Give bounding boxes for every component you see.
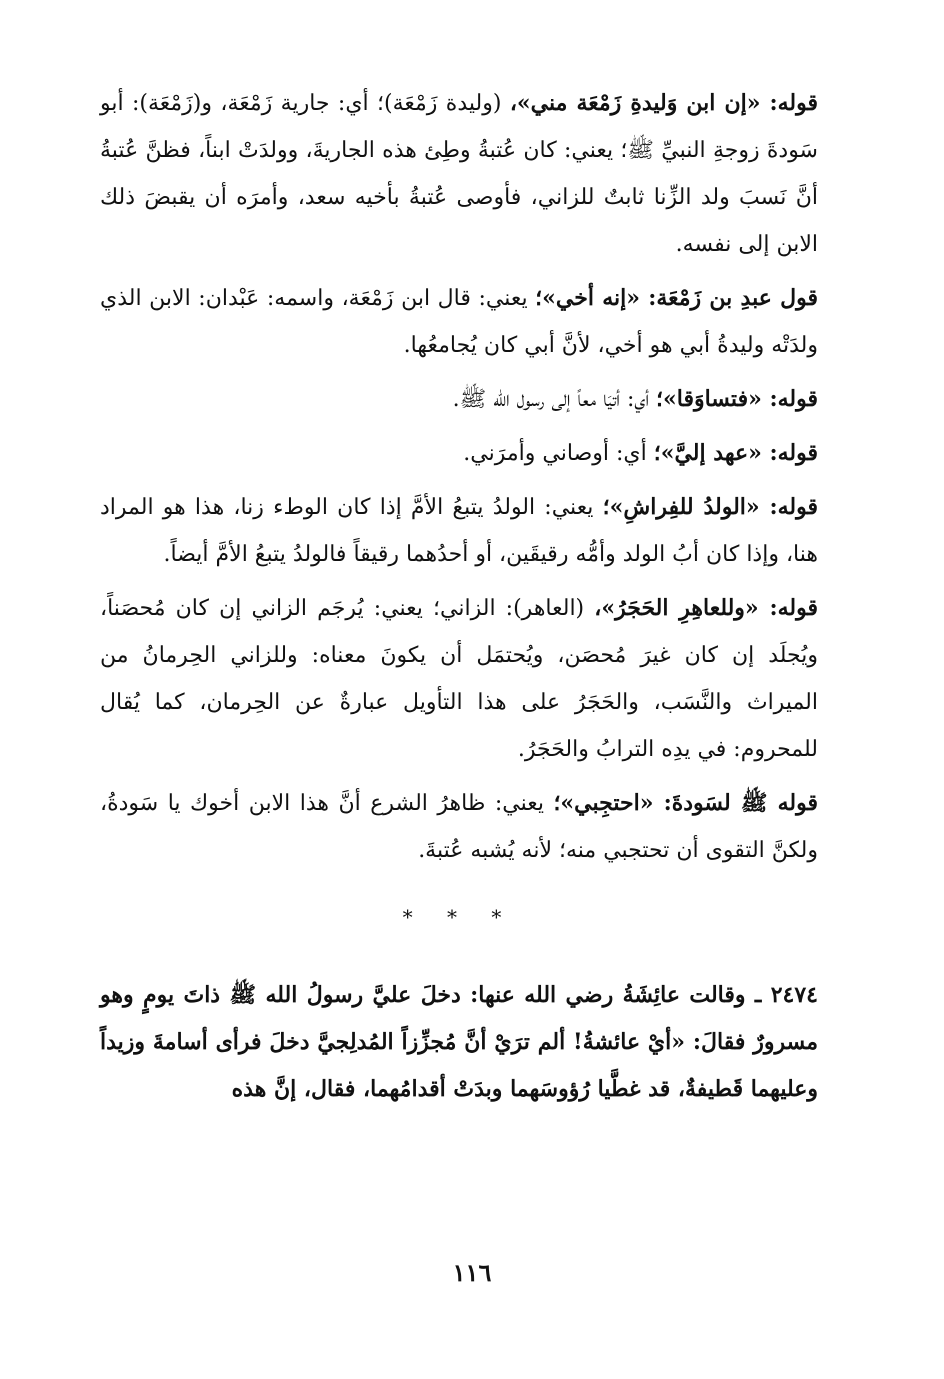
section-separator: * * * [402, 905, 516, 929]
paragraph-text: يعني: ظاهرُ الشرع أنَّ هذا الابن أخوك يا سَودةُ، ولكنَّ التقوى أن تحتجبي منه؛ لأنه يُشبه عُتبةَ. [100, 791, 818, 863]
hadith-paragraph: ٢٤٧٤ ـ وقالت عائِشَةُ رضي الله عنها: دخلَ عليَّ رسولُ الله ﷺ ذاتَ يومٍ وهو مسرورٌ فقالَ: «أيْ عائشةُ! ألم ترَيْ أنَّ مُجزِّزاً المُدلِجيَّ دخلَ فرأى أسامةَ وزيداً وعليهما قَطيفةٌ، قد غطَّيا رُؤوسَهما وبدَتْ أقدامُهما، فقال، إنَّ هذه [100, 982, 818, 1102]
commentary-paragraph [100, 430, 818, 477]
page-number: ١١٦ [452, 1258, 492, 1287]
paragraph-text: أي: أوصاني وأمرَني. [463, 441, 654, 466]
commentary-paragraph [100, 780, 818, 874]
paragraph-lead: قوله ﷺ لسَودةَ: «احتجِبي»؛ [553, 790, 818, 816]
page-body [100, 80, 818, 1120]
paragraph-text: (وليدة زَمْعَة)؛ أي: جارية زَمْعَة، و(زَمْعَة): أبو سَودةَ زوجةِ النبيِّ ﷺ؛ يعني: كان عُتبةُ وطِئ هذه الجاريةَ، وولدَتْ ابناً، فظنَّ عُتبةُ أنَّ نَسبَ ولد الزِّنا ثابتٌ للزاني، فأوصى عُتبةُ بأخيه سعد، وأمرَه أن يقبضَ ذلك الابن إلى نفسه. [100, 91, 818, 257]
paragraph-text: أي: أتيَا معاً إلى رسول الله ﷺ. [452, 387, 657, 412]
paragraph-lead: قوله: «الولدُ للفِراشِ»؛ [602, 494, 819, 520]
paragraph-text: (العاهر): الزاني؛ يعني: يُرجَم الزاني إن كان مُحصَناً، ويُجلَد إن كان غيرَ مُحصَن، ويُحتمَل أن يكونَ معناه: وللزاني الحِرمانُ من الميراث والنَّسَب، والحَجَرُ على هذا التأويل عبارةٌ عن الحِرمان، كما يُقال للمحروم: في يدِه الترابُ والحَجَرُ. [100, 596, 818, 762]
paragraph-lead: قول عبدِ بن زَمْعَة: «إنه أخي»؛ [535, 285, 818, 311]
commentary-paragraph [100, 484, 818, 578]
paragraph-text: يعني: قال ابن زَمْعَة، واسمه: عَبْدان: الابن الذي ولدَتْه وليدةُ أبي هو أخي، لأنَّ أبي كان يُجامعُها. [100, 286, 818, 358]
commentary-paragraph [100, 80, 818, 268]
paragraph-lead: قوله: «فتساوَقا»؛ [656, 386, 818, 412]
commentary-paragraph [100, 275, 818, 369]
paragraph-lead: قوله: «وللعاهِرِ الحَجَرُ»، [594, 595, 818, 621]
commentary-paragraph [100, 376, 818, 423]
paragraph-text: يعني: الولدُ يتبعُ الأمَّ إذا كان الوطء زنا، هذا هو المراد هنا، وإذا كان أبُ الولد وأمُّه رقيقَين، أو أحدُهما رقيقاً فالولدُ يتبعُ الأمَّ أيضاً. [100, 495, 818, 567]
commentary-paragraph [100, 585, 818, 773]
paragraph-lead: قوله: «إن ابن وَليدةِ زَمْعَة مني»، [509, 90, 819, 116]
paragraph-lead: قوله: «عهد إليَّ»؛ [653, 440, 818, 466]
